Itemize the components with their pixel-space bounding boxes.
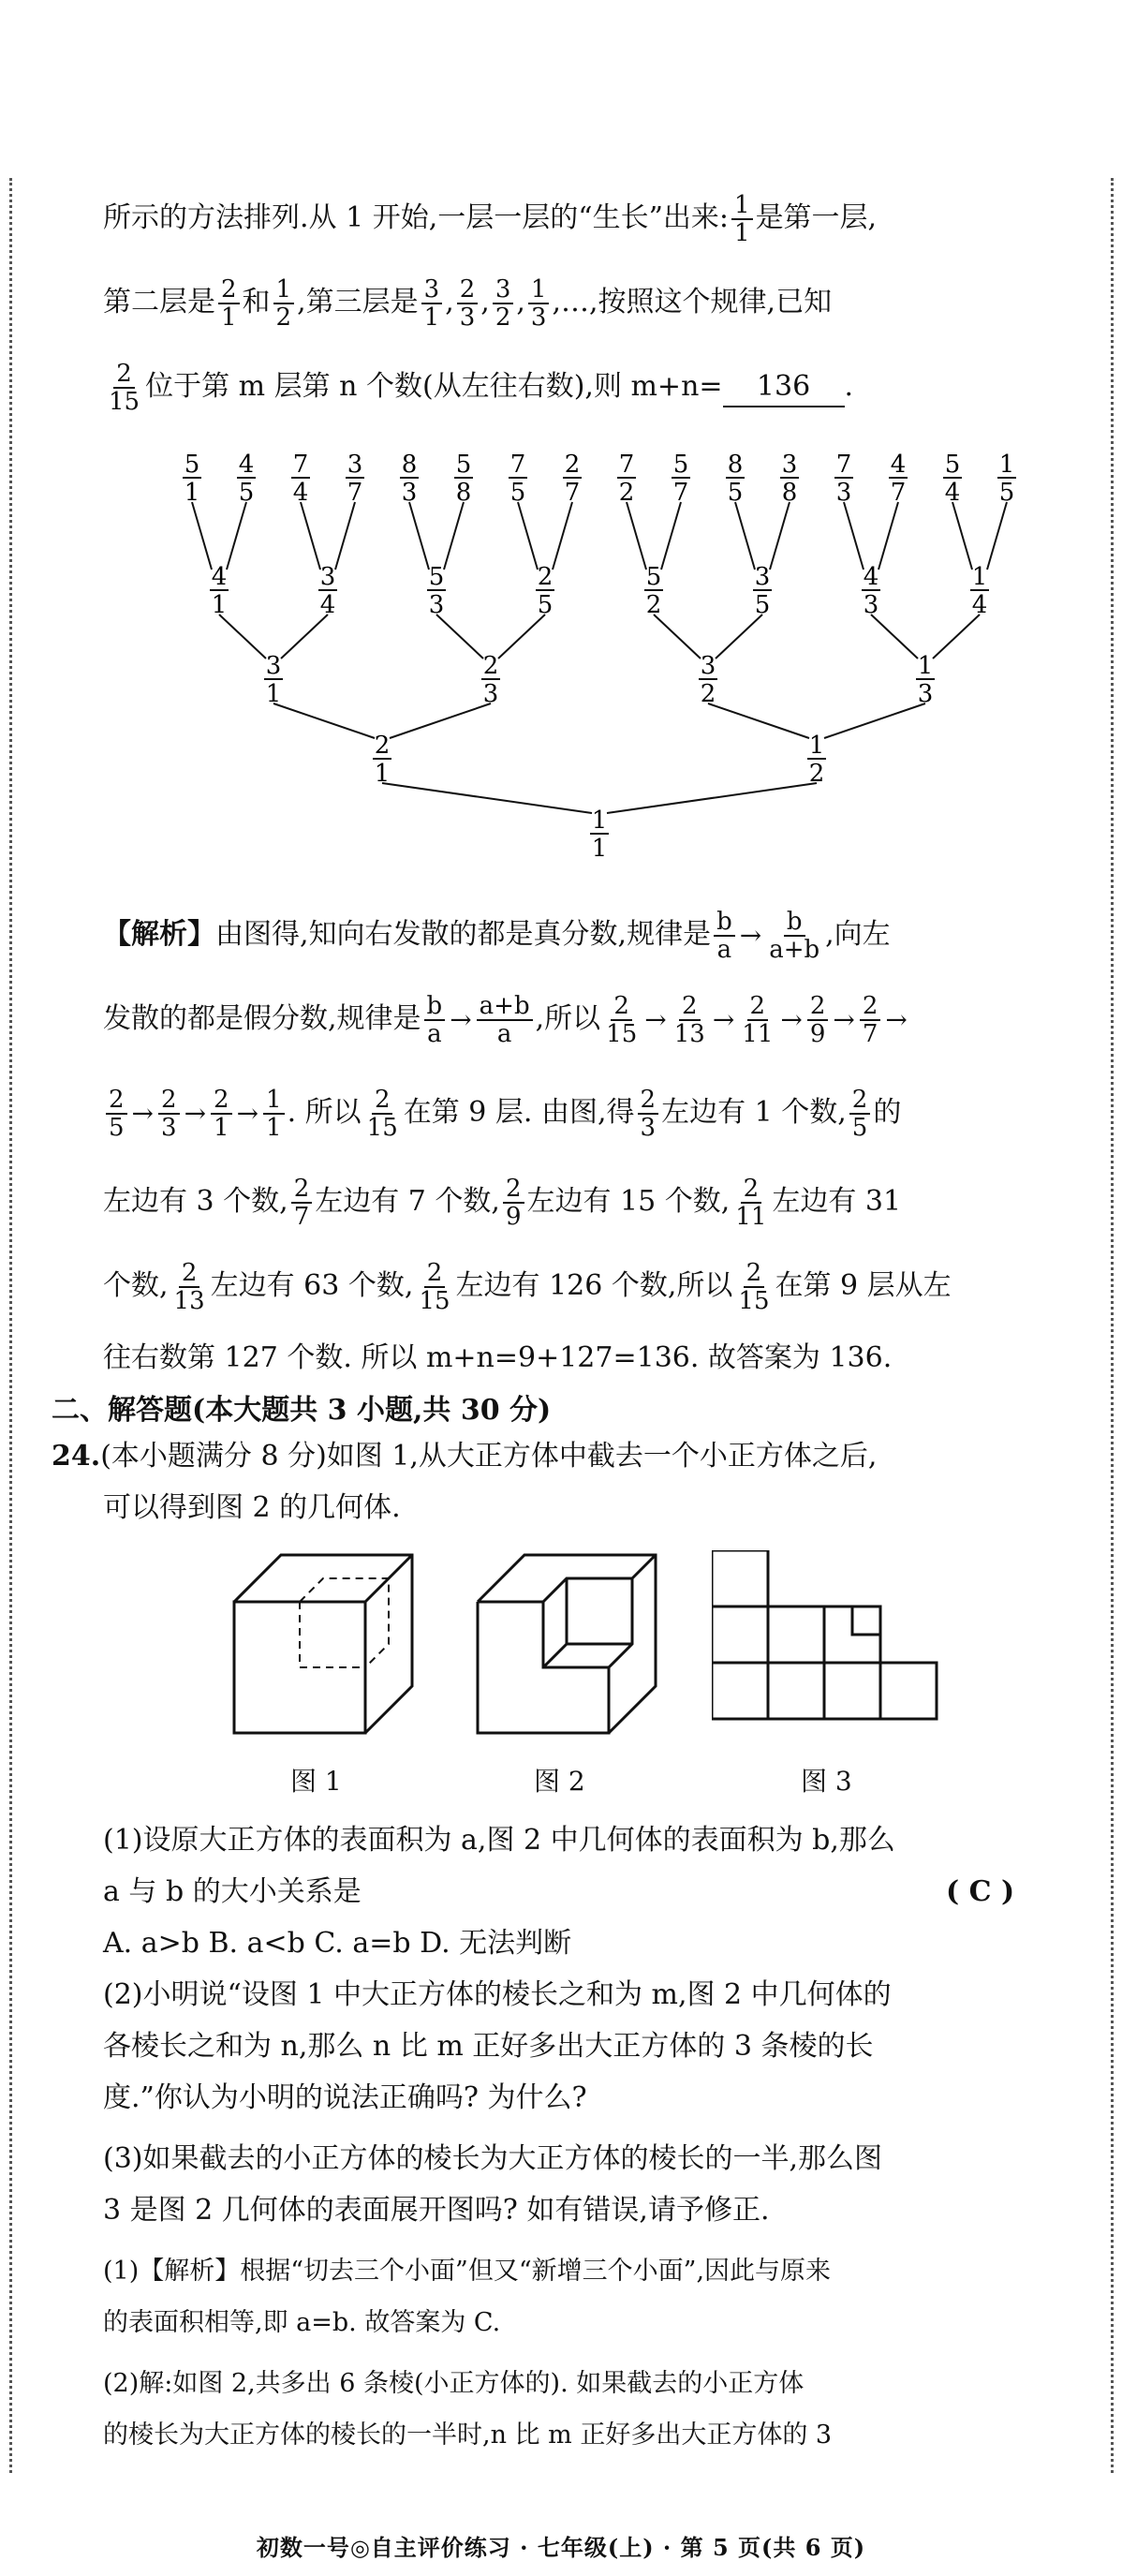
tree-denominator: 1 — [211, 591, 228, 619]
q24-options: A. a>b B. a<b C. a=b D. 无法判断 — [103, 1927, 572, 1960]
tree-numerator: 3 — [781, 451, 798, 479]
tree-denominator: 1 — [374, 760, 391, 788]
tree-numerator: 3 — [319, 563, 336, 591]
tree-fraction — [346, 451, 364, 507]
tree-denominator: 5 — [537, 591, 554, 619]
tree-numerator: 4 — [863, 563, 879, 591]
tree-numerator: 1 — [998, 451, 1015, 479]
tree-fraction — [672, 451, 690, 507]
tree-fraction — [237, 451, 256, 507]
tree-denominator: 7 — [347, 479, 363, 507]
tree-edge — [654, 614, 701, 659]
tree-edge — [390, 703, 491, 738]
tree-fraction — [699, 652, 717, 708]
tree-edge — [409, 502, 429, 570]
q24-part3-line1: (3)如果截去的小正方体的棱长为大正方体的棱长的一半,那么图 — [103, 2142, 883, 2175]
section-heading: 二、解答题(本大题共 3 小题,共 30 分) — [52, 1394, 552, 1427]
tree-denominator: 3 — [917, 680, 934, 708]
answer-blank: 136 — [723, 368, 845, 407]
tree-numerator: 7 — [835, 451, 852, 479]
tree-denominator: 5 — [998, 479, 1015, 507]
tree-fraction — [889, 451, 908, 507]
tree-fraction — [318, 563, 337, 619]
tree-denominator: 3 — [428, 591, 445, 619]
tree-edge — [227, 502, 246, 570]
tree-denominator: 4 — [292, 479, 309, 507]
tree-denominator: 3 — [835, 479, 852, 507]
tree-fraction — [481, 652, 500, 708]
para1-line3: $\frac{2}{15}$ 位于第 m 层第 n 个数(从左往右数),则 m+n= 136 . — [109, 360, 854, 416]
analysis-line5: 个数, $\frac{2}{13}$ 左边有 63 个数, $\frac{2}{15}$ 左边有 126 个数,所以 $\frac{2}{15}$ 在第 9 层从左 — [103, 1259, 952, 1315]
tree-fraction — [264, 652, 283, 708]
q24-part1-line1: (1)设原大正方体的表面积为 a,图 2 中几何体的表面积为 b,那么 — [103, 1824, 895, 1857]
tree-edge — [553, 502, 572, 570]
tree-fraction — [291, 451, 310, 507]
tree-numerator: 4 — [211, 563, 228, 591]
q24-part2-line3: 度.”你认为小明的说法正确吗? 为什么? — [103, 2081, 587, 2114]
tree-numerator: 8 — [401, 451, 418, 479]
tree-numerator: 3 — [700, 652, 716, 680]
tree-fraction — [726, 451, 745, 507]
figure3-net — [712, 1550, 955, 1775]
tree-numerator: 1 — [591, 807, 608, 835]
tree-edge — [335, 502, 355, 570]
tree-edge — [824, 703, 925, 738]
tree-denominator: 1 — [184, 479, 200, 507]
tree-denominator: 7 — [890, 479, 907, 507]
tree-edge — [444, 502, 464, 570]
tree-denominator: 7 — [564, 479, 581, 507]
tree-denominator: 2 — [700, 680, 716, 708]
tree-fraction — [590, 807, 609, 862]
tree-edge — [301, 502, 320, 570]
tree-fraction — [780, 451, 799, 507]
analysis-line4: 左边有 3 个数, $\frac{2}{7}$ 左边有 7 个数, $\frac{2}{9}$ 左边有 15 个数, $\frac{2}{11}$ 左边有 31 — [103, 1175, 902, 1231]
tree-numerator: 4 — [238, 451, 255, 479]
tree-fraction — [536, 563, 554, 619]
tree-fraction — [427, 563, 446, 619]
tree-edge — [273, 703, 375, 738]
tree-denominator: 8 — [781, 479, 798, 507]
tree-edge — [627, 502, 646, 570]
tree-denominator: 5 — [238, 479, 255, 507]
tree-denominator: 5 — [754, 591, 771, 619]
tree-fraction — [834, 451, 853, 507]
tree-edge — [518, 502, 538, 570]
tree-denominator: 3 — [863, 591, 879, 619]
figure1-cube — [225, 1546, 431, 1770]
tree-denominator: 7 — [672, 479, 689, 507]
q24-part1-answer: ( C ) — [946, 1875, 1015, 1908]
tree-denominator: 1 — [591, 835, 608, 862]
fraction-tree-diagram — [0, 440, 1122, 862]
tree-numerator: 5 — [672, 451, 689, 479]
tree-numerator: 5 — [455, 451, 472, 479]
tree-fraction — [183, 451, 201, 507]
tree-fraction — [997, 451, 1016, 507]
analysis-line2: 发散的都是假分数,规律是 $\frac{b}{a}$ → $\frac{a+b}{a}$ ,所以 $\frac{2}{15}$ → $\frac{2}{13}$ → $\frac{2}{11}$ → $\frac{2}{9}$ → $\frac{2}{7}$ → — [103, 992, 908, 1048]
tree-denominator: 4 — [319, 591, 336, 619]
page-footer: 初数一号◎自主评价练习 · 七年级(上) · 第 5 页(共 6 页) — [256, 2534, 866, 2561]
q24-part3-line2: 3 是图 2 几何体的表面展开图吗? 如有错误,请予修正. — [103, 2194, 770, 2227]
tree-edge — [933, 614, 980, 659]
tree-numerator: 5 — [944, 451, 961, 479]
tree-fraction — [916, 652, 935, 708]
tree-edge — [281, 614, 328, 659]
tree-fraction — [807, 732, 826, 788]
tree-edge — [708, 703, 809, 738]
q24-solution1-line2: 的表面积相等,即 a=b. 故答案为 C. — [103, 2308, 501, 2337]
tree-fraction — [644, 563, 663, 619]
tree-numerator: 5 — [645, 563, 662, 591]
tree-numerator: 3 — [754, 563, 771, 591]
tree-numerator: 2 — [374, 732, 391, 760]
tree-fraction — [509, 451, 527, 507]
tree-numerator: 1 — [971, 563, 988, 591]
tree-numerator: 2 — [482, 652, 499, 680]
tree-numerator: 5 — [428, 563, 445, 591]
tree-edge — [987, 502, 1007, 570]
tree-fraction — [210, 563, 229, 619]
tree-fraction — [373, 732, 391, 788]
tree-edge — [219, 614, 266, 659]
tree-fraction — [970, 563, 989, 619]
tree-denominator: 2 — [645, 591, 662, 619]
analysis-line6: 往右数第 127 个数. 所以 m+n=9+127=136. 故答案为 136. — [103, 1341, 893, 1374]
tree-denominator: 4 — [971, 591, 988, 619]
figure2-cut-cube — [468, 1546, 674, 1770]
q24-part2-line2: 各棱长之和为 n,那么 n 比 m 正好多出大正方体的 3 条棱的长 — [103, 2030, 874, 2063]
tree-edge — [382, 783, 592, 813]
tree-fraction — [617, 451, 636, 507]
tree-numerator: 2 — [537, 563, 554, 591]
tree-edge — [871, 614, 918, 659]
analysis-line1: 【解析】由图得,知向右发散的都是真分数,规律是 $\frac{b}{a}$ → $\frac{b}{a+b}$ ,向左 — [103, 908, 891, 964]
tree-fraction — [943, 451, 962, 507]
tree-denominator: 5 — [727, 479, 744, 507]
tree-edge — [878, 502, 898, 570]
para1-line2: 第二层是 $\frac{2}{1}$ 和 $\frac{1}{2}$ ,第三层是 $\frac{3}{1}$ , $\frac{2}{3}$ , $\frac{3}{2}$ , $\frac{1}{3}$ ,…,按照这个规律,已知 — [103, 275, 833, 332]
tree-edge — [716, 614, 762, 659]
tree-denominator: 3 — [482, 680, 499, 708]
tree-edge — [498, 614, 545, 659]
q24-line2: 可以得到图 2 的几何体. — [103, 1491, 401, 1524]
tree-fraction — [563, 451, 582, 507]
figure3-label: 图 3 — [801, 1766, 852, 1797]
tree-numerator: 4 — [890, 451, 907, 479]
tree-numerator: 3 — [347, 451, 363, 479]
tree-edge — [661, 502, 681, 570]
tree-numerator: 1 — [808, 732, 825, 760]
tree-fraction — [753, 563, 772, 619]
figure2-label: 图 2 — [534, 1766, 585, 1797]
tree-edge — [192, 502, 212, 570]
tree-denominator: 5 — [509, 479, 526, 507]
tree-numerator: 5 — [184, 451, 200, 479]
tree-numerator: 7 — [509, 451, 526, 479]
tree-numerator: 2 — [564, 451, 581, 479]
tree-numerator: 8 — [727, 451, 744, 479]
figure1-label: 图 1 — [290, 1766, 342, 1797]
q24-part2-line1: (2)小明说“设图 1 中大正方体的棱长之和为 m,图 2 中几何体的 — [103, 1978, 892, 2011]
tree-fraction — [454, 451, 473, 507]
tree-edge — [607, 783, 817, 813]
tree-numerator: 7 — [618, 451, 635, 479]
tree-numerator: 7 — [292, 451, 309, 479]
tree-fraction — [400, 451, 419, 507]
tree-edge — [770, 502, 790, 570]
tree-numerator: 3 — [265, 652, 282, 680]
para1-line1: 所示的方法排列.从 1 开始,一层一层的“生长”出来: $\frac{1}{1}$ 是第一层, — [103, 191, 878, 247]
tree-edge — [952, 502, 972, 570]
q24-solution2-line2: 的棱长为大正方体的棱长的一半时,n 比 m 正好多出大正方体的 3 — [103, 2421, 833, 2450]
tree-denominator: 4 — [944, 479, 961, 507]
tree-edge — [844, 502, 864, 570]
tree-denominator: 2 — [618, 479, 635, 507]
tree-edge — [735, 502, 755, 570]
q24-solution2-line1: (2)解:如图 2,共多出 6 条棱(小正方体的). 如果截去的小正方体 — [103, 2369, 805, 2398]
q24-solution1-line1: (1)【解析】根据“切去三个小面”但又“新增三个小面”,因此与原来 — [103, 2257, 832, 2286]
tree-denominator: 3 — [401, 479, 418, 507]
tree-numerator: 1 — [917, 652, 934, 680]
q24-line1: 24.(本小题满分 8 分)如图 1,从大正方体中截去一个小正方体之后, — [52, 1440, 878, 1473]
tree-edge — [436, 614, 483, 659]
q24-part1-line2: a 与 b 的大小关系是 ( C ) — [103, 1873, 1077, 1911]
tree-denominator: 8 — [455, 479, 472, 507]
tree-fraction — [862, 563, 880, 619]
analysis-line3: $\frac{2}{5}$ → $\frac{2}{3}$ → $\frac{2}{1}$ → $\frac{1}{1}$ . 所以 $\frac{2}{15}$ 在第 9 层. 由图,得 $\frac{2}{3}$ 左边有 1 个数, $\frac{2}{5}$ 的 — [103, 1087, 1077, 1141]
tree-denominator: 1 — [265, 680, 282, 708]
tree-denominator: 2 — [808, 760, 825, 788]
